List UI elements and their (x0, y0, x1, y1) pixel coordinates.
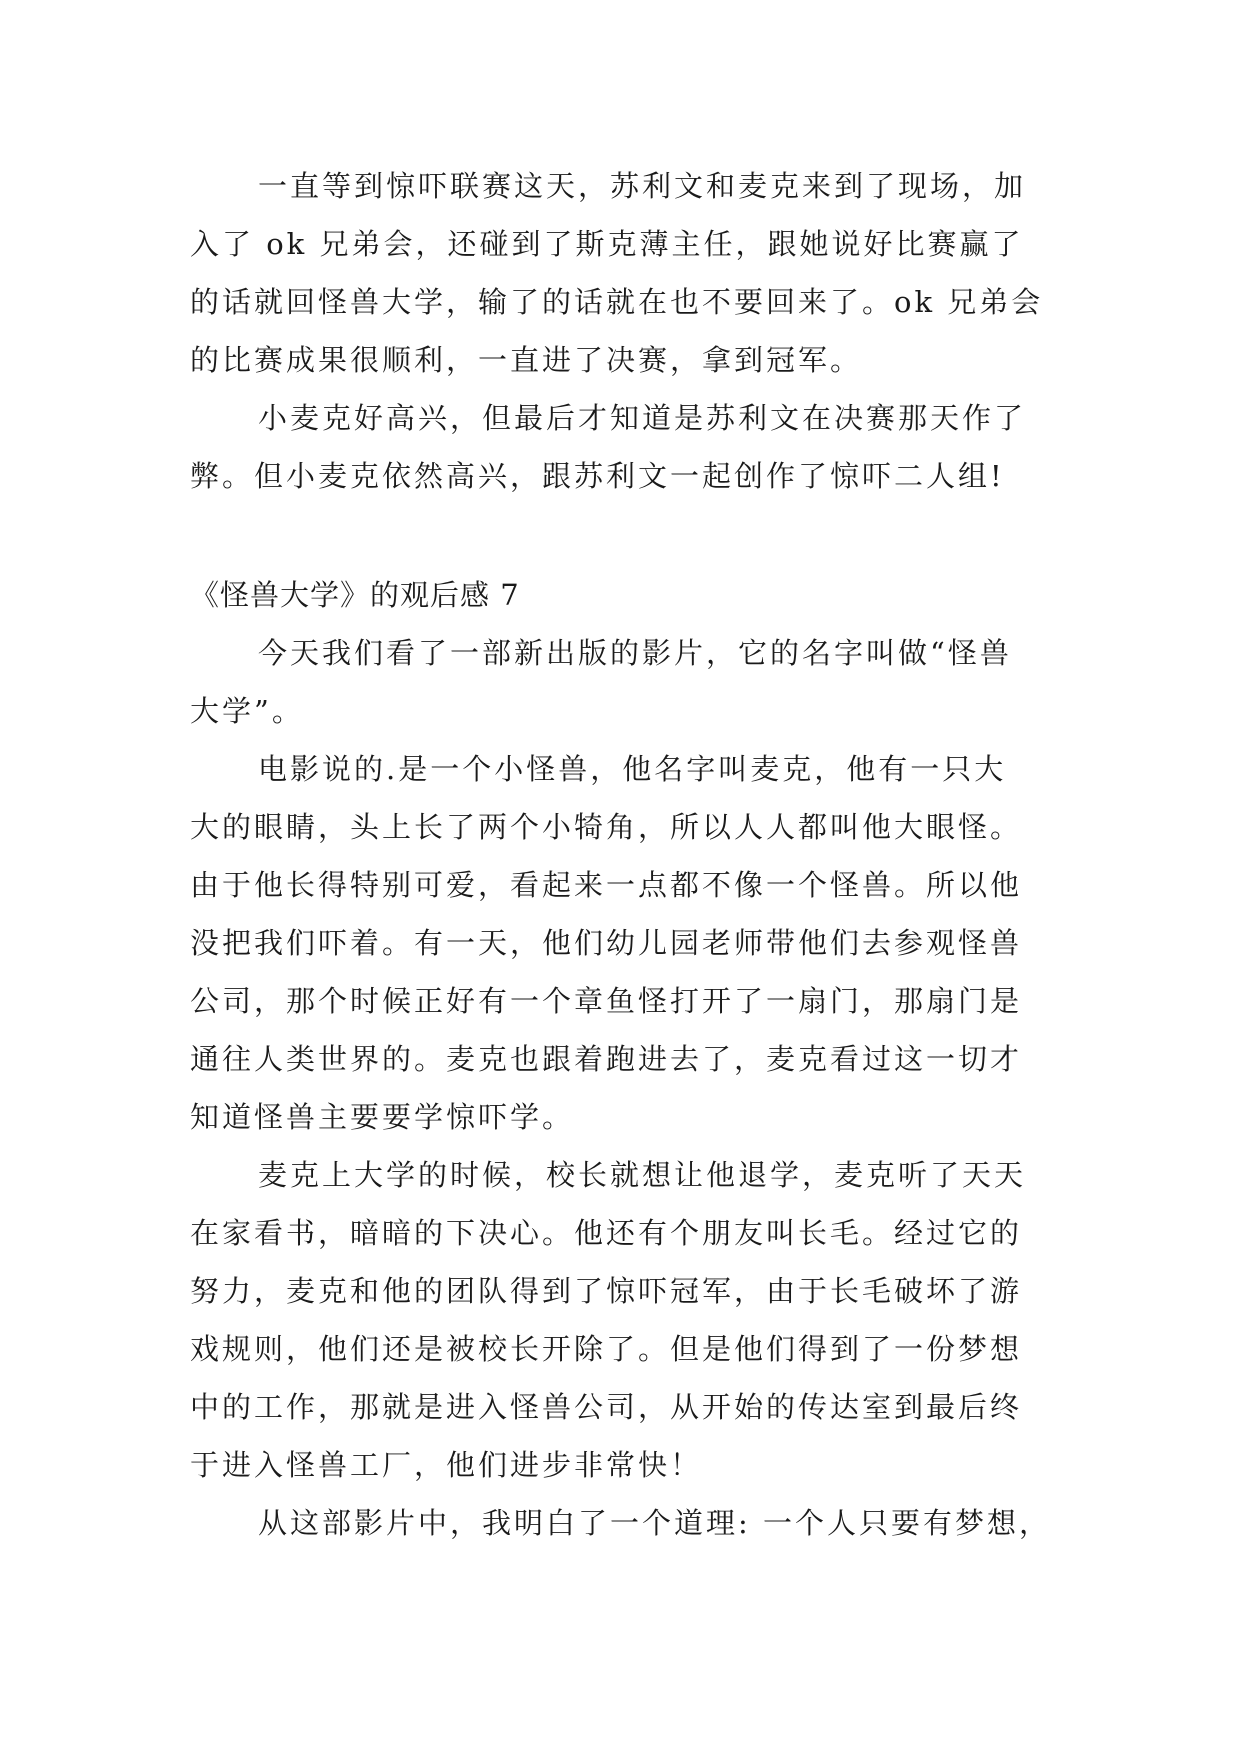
section-title: 《怪兽大学》的观后感 7 (190, 578, 520, 612)
text-line: 的比赛成果很顺利，一直进了决赛，拿到冠军。 (190, 343, 863, 377)
text-line: 于进入怪兽工厂，他们进步非常快！ (190, 1448, 703, 1482)
text-line: 入了 ok 兄弟会，还碰到了斯克薄主任，跟她说好比赛赢了 (190, 227, 1024, 261)
section-continuation (190, 157, 1060, 505)
text-line: 公司，那个时候正好有一个章鱼怪打开了一扇门，那扇门是 (190, 984, 1023, 1018)
text-line: 在家看书，暗暗的下决心。他还有个朋友叫长毛。经过它的 (190, 1216, 1023, 1250)
text-line: 由于他长得特别可爱，看起来一点都不像一个怪兽。所以他 (190, 868, 1023, 902)
paragraph (190, 389, 1060, 505)
text-line: 大的眼睛，头上长了两个小犄角，所以人人都叫他大眼怪。 (190, 810, 1023, 844)
text-line: 通往人类世界的。麦克也跟着跑进去了，麦克看过这一切才 (190, 1042, 1023, 1076)
text-line: 知道怪兽主要要学惊吓学。 (190, 1100, 575, 1134)
section-essay-7 (190, 624, 1060, 1552)
text-line: 今天我们看了一部新出版的影片，它的名字叫做“怪兽 (258, 636, 1012, 670)
text-line: 没把我们吓着。有一天，他们幼儿园老师带他们去参观怪兽 (190, 926, 1023, 960)
section-title-block (190, 566, 1060, 624)
text-line: 一直等到惊吓联赛这天，苏利文和麦克来到了现场，加 (258, 169, 1027, 203)
paragraph (190, 1146, 1060, 1494)
text-line: 弊。但小麦克依然高兴，跟苏利文一起创作了惊吓二人组! (190, 459, 1005, 493)
text-line: 中的工作，那就是进入怪兽公司，从开始的传达室到最后终 (190, 1390, 1023, 1424)
paragraph (190, 624, 1060, 740)
text-line: 从这部影片中，我明白了一个道理: 一个人只要有梦想， (258, 1506, 1051, 1540)
paragraph (190, 1494, 1060, 1552)
text-line: 努力，麦克和他的团队得到了惊吓冠军，由于长毛破坏了游 (190, 1274, 1023, 1308)
text-line: 小麦克好高兴，但最后才知道是苏利文在决赛那天作了 (258, 401, 1027, 435)
paragraph (190, 740, 1060, 1146)
paragraph (190, 157, 1060, 389)
text-line: 的话就回怪兽大学，输了的话就在也不要回来了。ok 兄弟会 (190, 285, 1044, 319)
text-line: 大学”。 (190, 694, 304, 728)
text-line: 戏规则，他们还是被校长开除了。但是他们得到了一份梦想 (190, 1332, 1023, 1366)
text-line: 麦克上大学的时候，校长就想让他退学，麦克听了天天 (258, 1158, 1027, 1192)
text-line: 电影说的.是一个小怪兽，他名字叫麦克，他有一只大 (258, 752, 1007, 786)
